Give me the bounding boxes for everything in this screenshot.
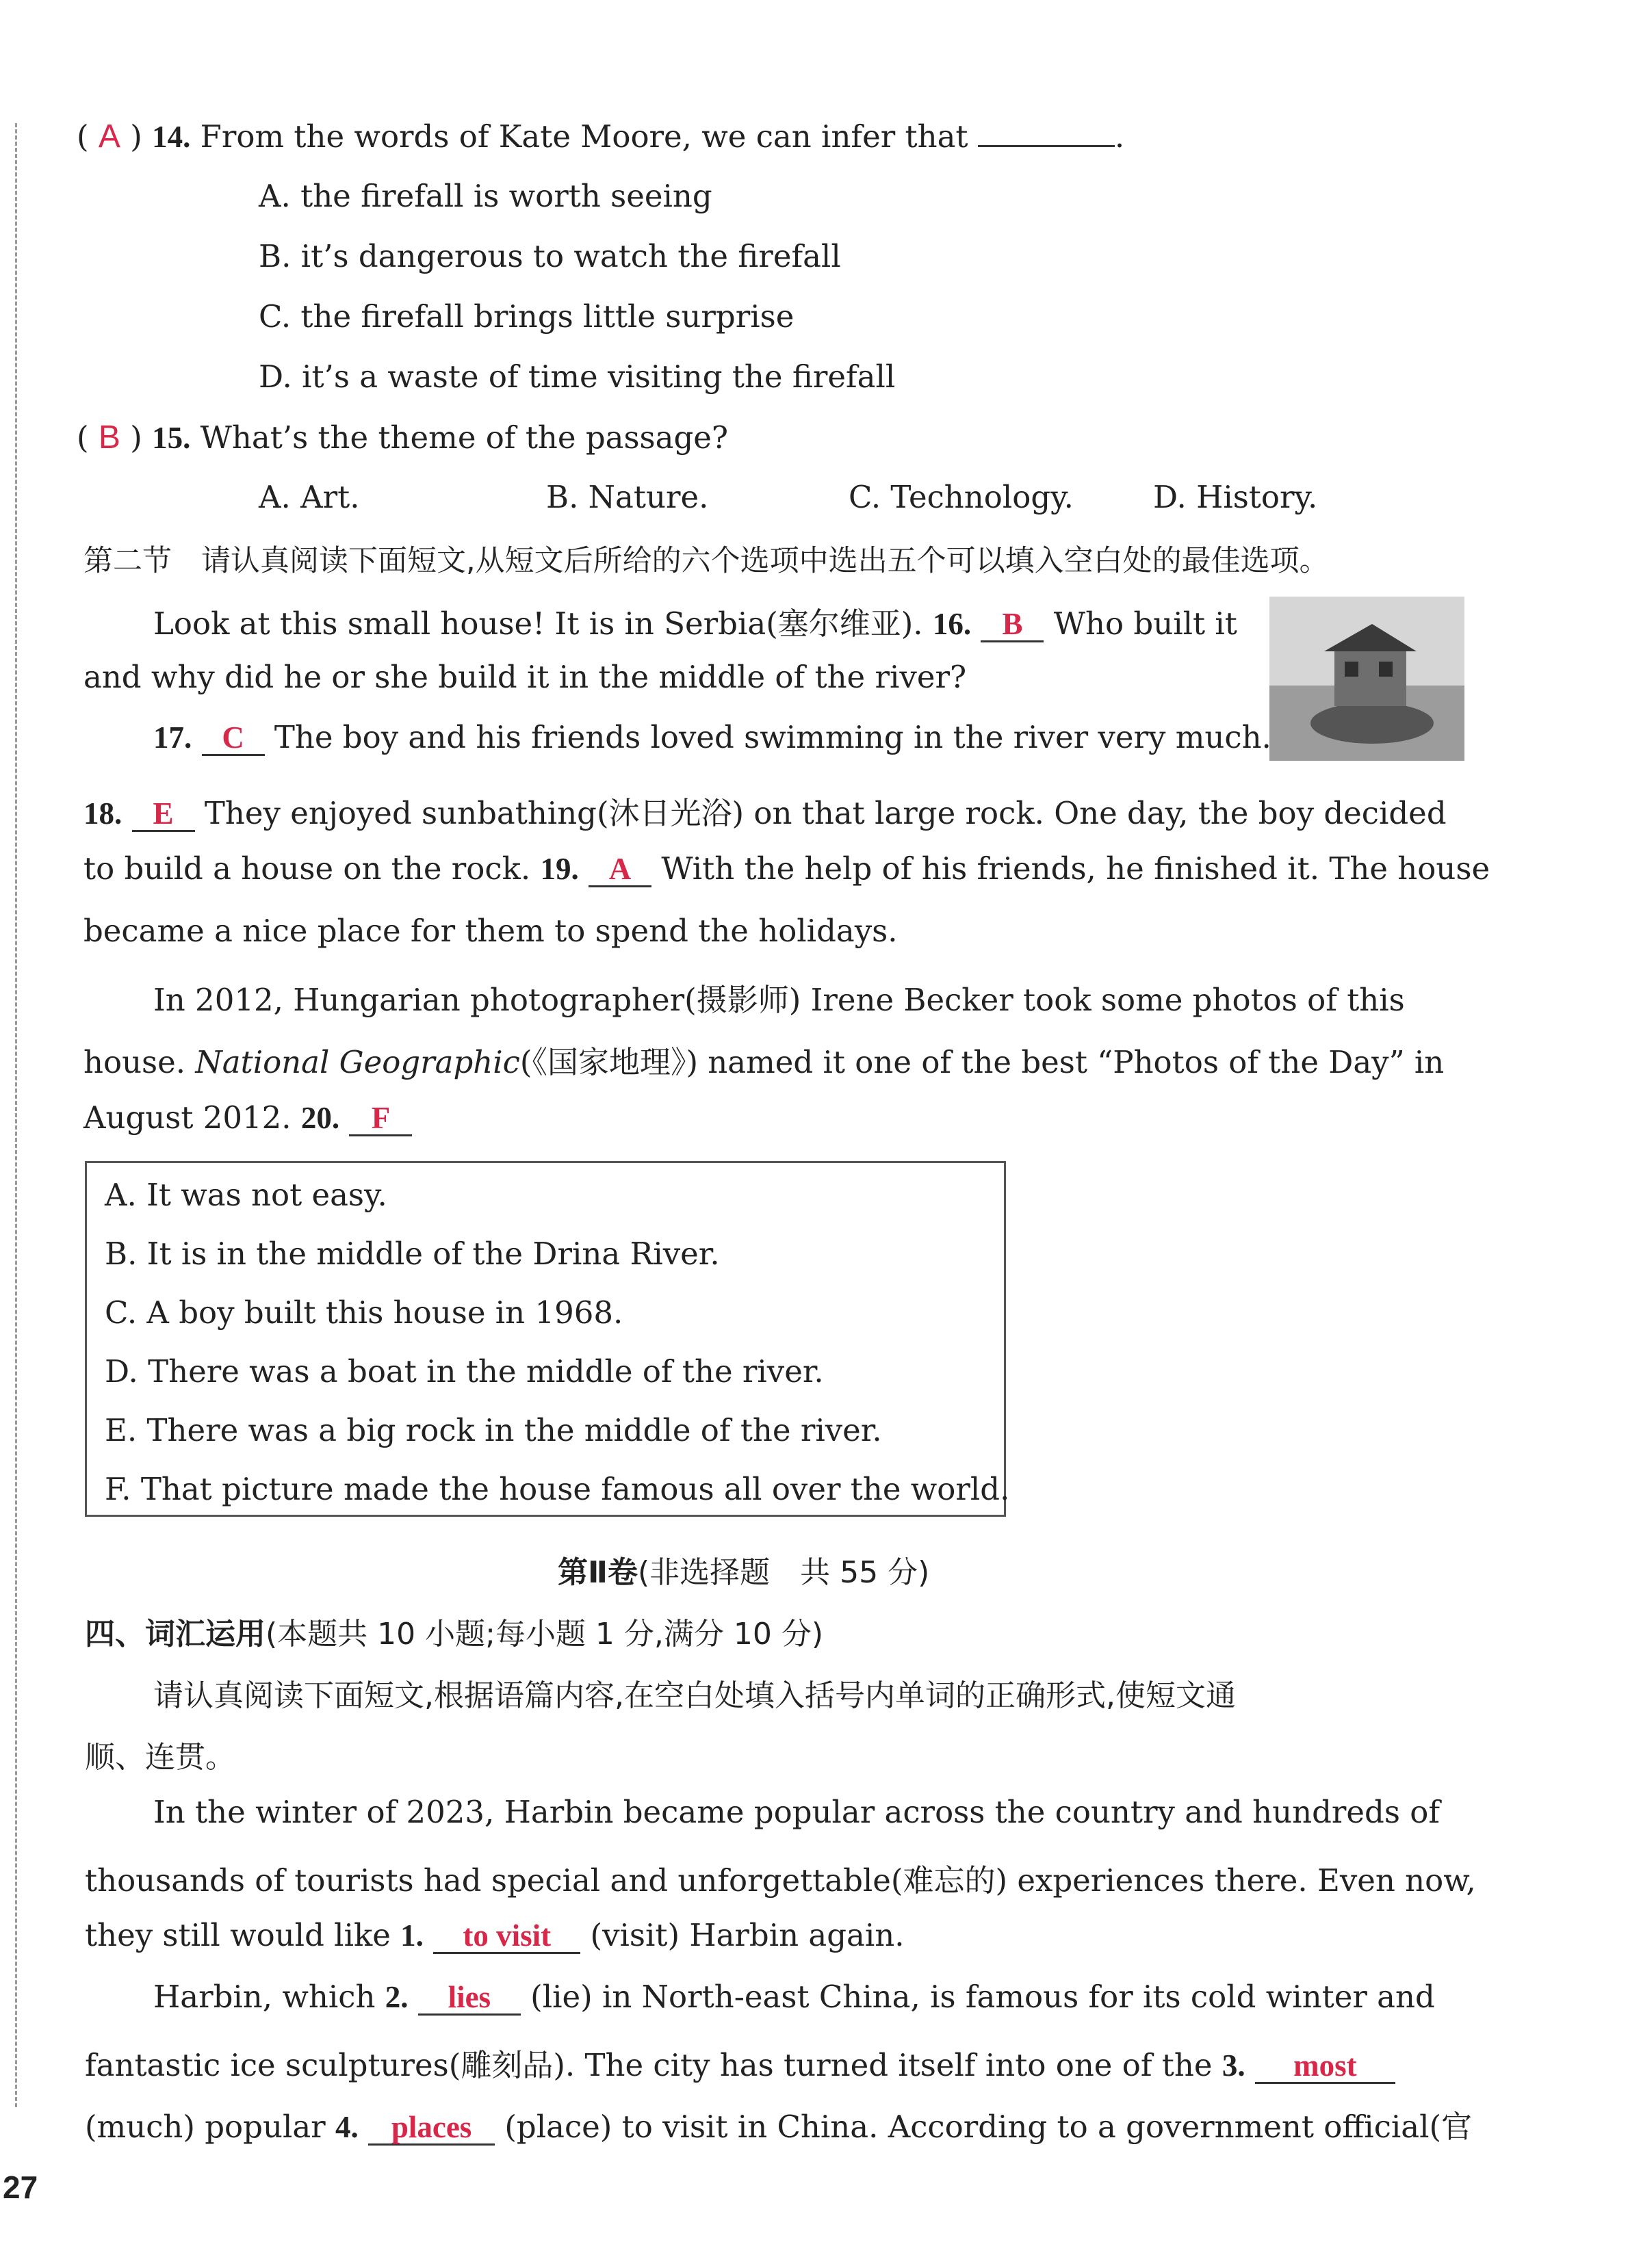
- answer-17: C: [202, 722, 265, 756]
- q15-option-c: C. Technology.: [849, 479, 1074, 515]
- margin-dashed-rule: [15, 123, 17, 2107]
- option-c: C. A boy built this house in 1968.: [105, 1294, 623, 1331]
- passage-line: they still would like 1. to visit (visit) Harbin again.: [85, 1917, 905, 1953]
- answer-19: A: [589, 853, 651, 887]
- option-d: D. There was a boat in the middle of the river.: [105, 1353, 824, 1390]
- answer-15: B: [98, 419, 120, 456]
- q15-option-d: D. History.: [1153, 479, 1318, 515]
- section-4-instruction: 顺、连贯。: [85, 1740, 235, 1775]
- option-a: A. It was not easy.: [105, 1177, 387, 1213]
- answer-1: to visit: [433, 1920, 580, 1954]
- passage-line: August 2012. 20. F: [83, 1099, 412, 1136]
- answer-2: lies: [418, 1981, 521, 2016]
- q15-option-b: B. Nature.: [546, 479, 709, 515]
- house-on-rock-photo: [1269, 597, 1464, 761]
- passage-line: In 2012, Hungarian photographer(摄影师) Irene Becker took some photos of this: [153, 982, 1405, 1018]
- question-15-stem: What’s the theme of the passage?: [200, 419, 729, 456]
- part-2-title: 第Ⅱ卷(非选择题 共 55 分): [558, 1555, 930, 1590]
- q14-option-b: B. it’s dangerous to watch the firefall: [259, 238, 841, 274]
- passage-line: house. National Geographic(《国家地理》) named it one of the best “Photos of the Day” in: [83, 1044, 1445, 1080]
- passage-line: Harbin, which 2. lies (lie) in North-east China, is famous for its cold winter and: [153, 1979, 1435, 2015]
- option-f: F. That picture made the house famous all over the world.: [105, 1471, 1010, 1507]
- passage-line: to build a house on the rock. 19. A With the help of his friends, he finished it. The house: [83, 850, 1490, 887]
- q14-option-c: C. the firefall brings little surprise: [259, 298, 794, 335]
- passage-line: In the winter of 2023, Harbin became popular across the country and hundreds of: [153, 1794, 1440, 1830]
- passage-line: 17. C The boy and his friends loved swimming in the river very much.: [153, 719, 1271, 755]
- q14-option-a: A. the firefall is worth seeing: [259, 178, 712, 214]
- blank: [978, 145, 1115, 147]
- question-14-stem: From the words of Kate Moore, we can infer that: [200, 118, 968, 155]
- answer-3: most: [1255, 2050, 1395, 2084]
- answer-16: B: [981, 608, 1044, 642]
- section-4-heading: 四、词汇运用(本题共 10 小题;每小题 1 分,满分 10 分): [85, 1617, 824, 1652]
- passage-line: 18. E They enjoyed sunbathing(沐日光浴) on that large rock. One day, the boy decided: [83, 795, 1447, 831]
- options-box: [85, 1161, 1010, 1517]
- q15-option-a: A. Art.: [259, 479, 360, 515]
- answer-4: places: [368, 2111, 495, 2146]
- option-b: B. It is in the middle of the Drina River.: [105, 1236, 720, 1272]
- passage-line: Look at this small house! It is in Serbia(塞尔维亚). 16. B Who built it: [153, 605, 1237, 642]
- house-photo-icon: [1269, 597, 1464, 761]
- section-4-instruction: 请认真阅读下面短文,根据语篇内容,在空白处填入括号内单词的正确形式,使短文通: [153, 1678, 1236, 1713]
- section-2-heading: 第二节 请认真阅读下面短文,从短文后所给的六个选项中选出五个可以填入空白处的最佳选项。: [83, 544, 1329, 578]
- question-14: ( A ) 14. From the words of Kate Moore, we can infer that .: [77, 118, 1125, 155]
- answer-14: A: [98, 118, 120, 155]
- q14-option-d: D. it’s a waste of time visiting the firefall: [259, 359, 896, 395]
- page-number: 27: [3, 2169, 38, 2205]
- answer-20: F: [349, 1102, 412, 1136]
- answer-18: E: [132, 798, 195, 832]
- passage-line: became a nice place for them to spend the holidays.: [83, 913, 898, 949]
- passage-line: (much) popular 4. places (place) to visit in China. According to a government official(官: [85, 2109, 1473, 2145]
- passage-line: thousands of tourists had special and unforgettable(难忘的) experiences there. Even now,: [85, 1862, 1476, 1899]
- passage-line: and why did he or she build it in the middle of the river?: [83, 659, 967, 695]
- magazine-title: National Geographic: [195, 1044, 520, 1080]
- option-e: E. There was a big rock in the middle of the river.: [105, 1412, 882, 1448]
- question-15: ( B ) 15. What’s the theme of the passage?: [77, 419, 729, 456]
- passage-line: fantastic ice sculptures(雕刻品). The city has turned itself into one of the 3. most: [85, 2040, 1395, 2085]
